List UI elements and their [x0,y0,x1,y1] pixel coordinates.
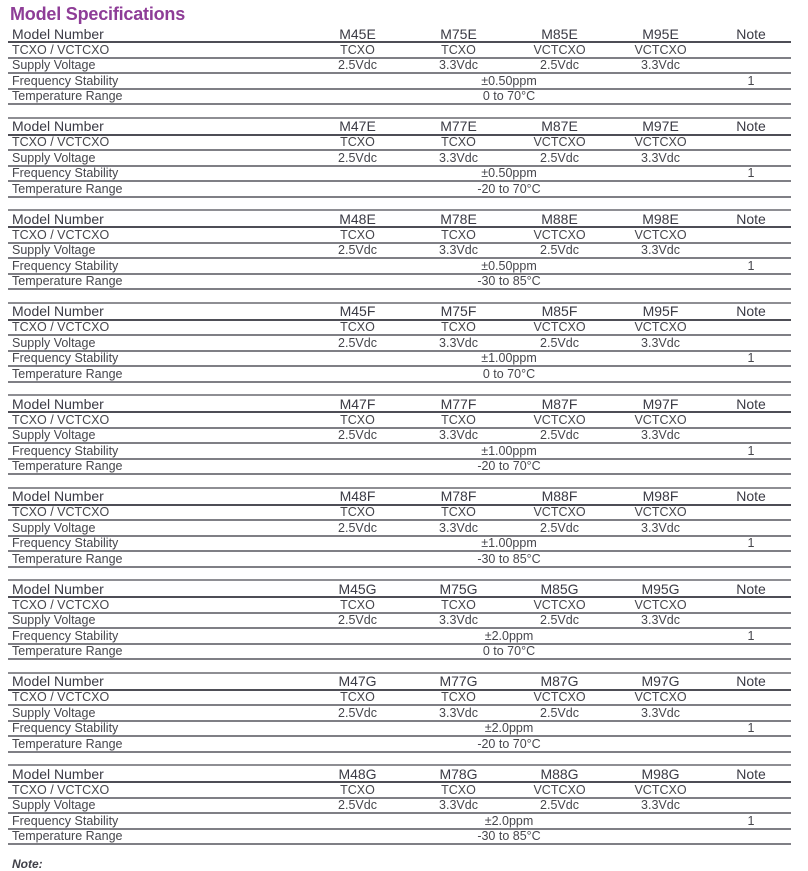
type-row [8,783,791,799]
frequency-stability-value: ±1.00ppm [481,351,537,366]
type-cell: TCXO [441,227,476,242]
voltage-cell: 3.3Vdc [641,798,680,813]
row-label-frequency-stability: Frequency Stability [12,258,119,273]
type-cell: TCXO [441,320,476,335]
row-label-supply-voltage: Supply Voltage [12,520,96,535]
model-number-cell: M85G [540,580,579,597]
stability-row [8,537,791,553]
table-header-row [8,304,791,321]
frequency-stability-value: ±0.50ppm [481,258,537,273]
type-cell: TCXO [340,597,375,612]
type-cell: TCXO [441,690,476,705]
model-number-cell: M88G [540,765,579,782]
row-label-supply-voltage: Supply Voltage [12,243,96,258]
row-label-model-number: Model Number [12,118,104,134]
row-label-model-number: Model Number [12,25,104,42]
spec-table-5 [8,394,791,475]
voltage-cell: 3.3Vdc [641,613,680,628]
voltage-cell: 3.3Vdc [641,428,680,443]
model-number-cell: M85F [541,303,578,319]
model-number-cell: M87E [541,118,578,134]
voltage-cell: 3.3Vdc [439,150,478,165]
row-label-temperature-range: Temperature Range [12,89,123,104]
frequency-stability-value: ±2.0ppm [484,721,534,736]
type-cell: TCXO [340,320,375,335]
model-number-cell: M98G [641,765,680,782]
model-number-cell: M45F [339,303,376,319]
type-cell: TCXO [340,505,375,520]
type-cell: VCTCXO [634,42,687,57]
voltage-cell: 2.5Vdc [338,150,377,165]
type-cell: TCXO [340,782,375,797]
row-label-model-number: Model Number [12,210,104,227]
row-label-supply-voltage: Supply Voltage [12,798,96,813]
voltage-cell: 3.3Vdc [439,428,478,443]
stability-row [8,167,791,183]
model-number-cell: M48G [338,765,377,782]
model-number-cell: M98F [642,488,679,504]
temperature-row [8,182,791,198]
row-label-temperature-range: Temperature Range [12,829,123,844]
voltage-cell: 3.3Vdc [439,613,478,628]
note-column-header: Note [736,210,766,227]
note-value: 1 [747,351,755,366]
voltage-cell: 3.3Vdc [439,520,478,535]
note-value: 1 [747,73,755,88]
note-value: 1 [747,628,755,643]
row-label-model-number: Model Number [12,580,104,597]
temperature-range-value: 0 to 70°C [482,644,536,659]
type-row [8,136,791,152]
type-row [8,506,791,522]
type-cell: TCXO [441,412,476,427]
model-number-cell: M47E [339,118,376,134]
model-number-cell: M48F [339,488,376,504]
type-cell: TCXO [441,42,476,57]
row-label-type: TCXO / VCTCXO [12,782,110,797]
type-cell: TCXO [441,782,476,797]
voltage-cell: 3.3Vdc [641,150,680,165]
model-number-cell: M75E [440,25,477,42]
row-label-model-number: Model Number [12,488,104,504]
table-header-row [8,211,791,228]
stability-row [8,444,791,460]
row-label-model-number: Model Number [12,673,104,689]
stability-row [8,74,791,90]
row-label-frequency-stability: Frequency Stability [12,351,119,366]
frequency-stability-value: ±2.0ppm [484,628,534,643]
spec-table-2 [8,117,791,198]
model-number-cell: M45E [339,25,376,42]
voltage-row [8,244,791,260]
model-number-cell: M77E [440,118,477,134]
temperature-row [8,90,791,106]
row-label-supply-voltage: Supply Voltage [12,705,96,720]
temperature-row [8,460,791,476]
type-row [8,43,791,59]
row-label-temperature-range: Temperature Range [12,366,123,381]
voltage-cell: 2.5Vdc [540,520,579,535]
row-label-frequency-stability: Frequency Stability [12,73,119,88]
voltage-cell: 3.3Vdc [641,58,680,73]
note-value: 1 [747,166,755,181]
model-number-cell: M97G [641,673,680,689]
type-cell: VCTCXO [634,690,687,705]
frequency-stability-value: ±0.50ppm [481,73,537,88]
voltage-cell: 2.5Vdc [338,428,377,443]
spec-table-6 [8,487,791,568]
model-number-cell: M98E [642,210,679,227]
stability-row [8,629,791,645]
temperature-row [8,737,791,753]
voltage-cell: 2.5Vdc [338,798,377,813]
type-row [8,228,791,244]
row-label-supply-voltage: Supply Voltage [12,58,96,73]
model-number-cell: M78E [440,210,477,227]
voltage-row [8,521,791,537]
voltage-row [8,706,791,722]
voltage-cell: 3.3Vdc [439,58,478,73]
table-header-row [8,396,791,413]
temperature-row [8,275,791,291]
row-label-type: TCXO / VCTCXO [12,135,110,150]
row-label-frequency-stability: Frequency Stability [12,536,119,551]
type-cell: TCXO [441,505,476,520]
type-row [8,598,791,614]
note-column-header: Note [736,395,766,412]
note-column-header: Note [736,25,766,42]
row-label-temperature-range: Temperature Range [12,181,123,196]
type-cell: VCTCXO [634,505,687,520]
spec-table-1 [8,26,791,105]
model-number-cell: M88E [541,210,578,227]
spec-table-9 [8,764,791,845]
frequency-stability-value: ±1.00ppm [481,536,537,551]
type-row [8,321,791,337]
row-label-supply-voltage: Supply Voltage [12,335,96,350]
table-header-row [8,581,791,598]
voltage-cell: 3.3Vdc [439,243,478,258]
voltage-cell: 3.3Vdc [641,520,680,535]
model-number-cell: M77F [440,395,477,412]
spec-table-4 [8,302,791,383]
temperature-range-value: -20 to 70°C [477,459,541,474]
model-number-cell: M97E [642,118,679,134]
row-label-temperature-range: Temperature Range [12,551,123,566]
type-cell: VCTCXO [634,227,687,242]
row-label-temperature-range: Temperature Range [12,459,123,474]
page-title: Model Specifications [10,4,186,24]
row-label-supply-voltage: Supply Voltage [12,150,96,165]
type-cell: VCTCXO [533,782,586,797]
row-label-type: TCXO / VCTCXO [12,320,110,335]
temperature-range-value: 0 to 70°C [482,366,536,381]
spec-tables [8,26,808,845]
row-label-type: TCXO / VCTCXO [12,505,110,520]
voltage-cell: 2.5Vdc [540,798,579,813]
voltage-cell: 2.5Vdc [338,335,377,350]
row-label-type: TCXO / VCTCXO [12,597,110,612]
note-value: 1 [747,536,755,551]
type-cell: TCXO [340,227,375,242]
voltage-cell: 3.3Vdc [439,705,478,720]
note-value: 1 [747,813,755,828]
row-label-frequency-stability: Frequency Stability [12,443,119,458]
row-label-supply-voltage: Supply Voltage [12,428,96,443]
type-row [8,691,791,707]
voltage-row [8,614,791,630]
temperature-row [8,830,791,846]
frequency-stability-value: ±0.50ppm [481,166,537,181]
table-header-row [8,119,791,136]
row-label-type: TCXO / VCTCXO [12,412,110,427]
type-cell: TCXO [441,597,476,612]
note-value: 1 [747,443,755,458]
voltage-cell: 2.5Vdc [540,243,579,258]
model-number-cell: M47F [339,395,376,412]
type-cell: VCTCXO [533,227,586,242]
voltage-row [8,799,791,815]
temperature-row [8,645,791,661]
table-header-row [8,489,791,506]
model-number-cell: M78G [439,765,478,782]
row-label-type: TCXO / VCTCXO [12,42,110,57]
row-label-frequency-stability: Frequency Stability [12,628,119,643]
model-number-cell: M45G [338,580,377,597]
temperature-range-value: -30 to 85°C [477,274,541,289]
type-cell: VCTCXO [533,505,586,520]
voltage-cell: 2.5Vdc [540,705,579,720]
row-label-model-number: Model Number [12,395,104,412]
model-number-cell: M95F [642,303,679,319]
voltage-cell: 3.3Vdc [641,243,680,258]
voltage-cell: 2.5Vdc [338,520,377,535]
note-column-header: Note [736,765,766,782]
row-label-temperature-range: Temperature Range [12,274,123,289]
voltage-row [8,429,791,445]
voltage-cell: 2.5Vdc [338,58,377,73]
row-label-model-number: Model Number [12,765,104,782]
note-column-header: Note [736,303,766,319]
temperature-range-value: -20 to 70°C [477,736,541,751]
voltage-cell: 2.5Vdc [338,705,377,720]
voltage-row [8,59,791,75]
model-number-cell: M75F [440,303,477,319]
model-number-cell: M47G [338,673,377,689]
row-label-frequency-stability: Frequency Stability [12,721,119,736]
model-number-cell: M87F [541,395,578,412]
footer-note-label: Note: [12,856,43,871]
model-number-cell: M97F [642,395,679,412]
model-number-cell: M75G [439,580,478,597]
spec-table-7 [8,579,791,660]
row-label-temperature-range: Temperature Range [12,736,123,751]
stability-row [8,352,791,368]
voltage-cell: 2.5Vdc [540,58,579,73]
type-cell: VCTCXO [634,320,687,335]
model-number-cell: M85E [541,25,578,42]
frequency-stability-value: ±1.00ppm [481,443,537,458]
voltage-cell: 3.3Vdc [439,798,478,813]
model-number-cell: M87G [540,673,579,689]
type-cell: VCTCXO [634,412,687,427]
note-value: 1 [747,721,755,736]
type-cell: TCXO [340,42,375,57]
type-cell: VCTCXO [533,42,586,57]
note-column-header: Note [736,580,766,597]
temperature-row [8,367,791,383]
type-cell: VCTCXO [634,597,687,612]
table-header-row [8,26,791,43]
note-column-header: Note [736,673,766,689]
note-value: 1 [747,258,755,273]
model-number-cell: M95G [641,580,680,597]
stability-row [8,814,791,830]
type-cell: VCTCXO [533,320,586,335]
model-number-cell: M78F [440,488,477,504]
frequency-stability-value: ±2.0ppm [484,813,534,828]
type-cell: TCXO [340,412,375,427]
temperature-range-value: 0 to 70°C [482,89,536,104]
temperature-range-value: -30 to 85°C [477,829,541,844]
voltage-cell: 2.5Vdc [338,243,377,258]
voltage-cell: 3.3Vdc [641,335,680,350]
note-column-header: Note [736,488,766,504]
type-cell: VCTCXO [533,690,586,705]
type-cell: TCXO [441,135,476,150]
voltage-cell: 3.3Vdc [641,705,680,720]
note-column-header: Note [736,118,766,134]
row-label-model-number: Model Number [12,303,104,319]
temperature-range-value: -30 to 85°C [477,551,541,566]
row-label-frequency-stability: Frequency Stability [12,813,119,828]
stability-row [8,259,791,275]
voltage-cell: 2.5Vdc [338,613,377,628]
row-label-type: TCXO / VCTCXO [12,227,110,242]
voltage-cell: 2.5Vdc [540,150,579,165]
type-cell: VCTCXO [634,782,687,797]
voltage-cell: 2.5Vdc [540,335,579,350]
type-cell: VCTCXO [533,135,586,150]
table-header-row [8,766,791,783]
model-number-cell: M95E [642,25,679,42]
type-cell: TCXO [340,135,375,150]
row-label-temperature-range: Temperature Range [12,644,123,659]
temperature-range-value: -20 to 70°C [477,181,541,196]
row-label-type: TCXO / VCTCXO [12,690,110,705]
model-number-cell: M88F [541,488,578,504]
voltage-row [8,336,791,352]
voltage-row [8,151,791,167]
stability-row [8,722,791,738]
row-label-supply-voltage: Supply Voltage [12,613,96,628]
voltage-cell: 3.3Vdc [439,335,478,350]
type-row [8,413,791,429]
row-label-frequency-stability: Frequency Stability [12,166,119,181]
model-number-cell: M48E [339,210,376,227]
type-cell: VCTCXO [634,135,687,150]
table-header-row [8,674,791,691]
type-cell: VCTCXO [533,412,586,427]
model-number-cell: M77G [439,673,478,689]
voltage-cell: 2.5Vdc [540,613,579,628]
voltage-cell: 2.5Vdc [540,428,579,443]
spec-table-8 [8,672,791,753]
type-cell: VCTCXO [533,597,586,612]
spec-table-3 [8,209,791,290]
temperature-row [8,552,791,568]
type-cell: TCXO [340,690,375,705]
